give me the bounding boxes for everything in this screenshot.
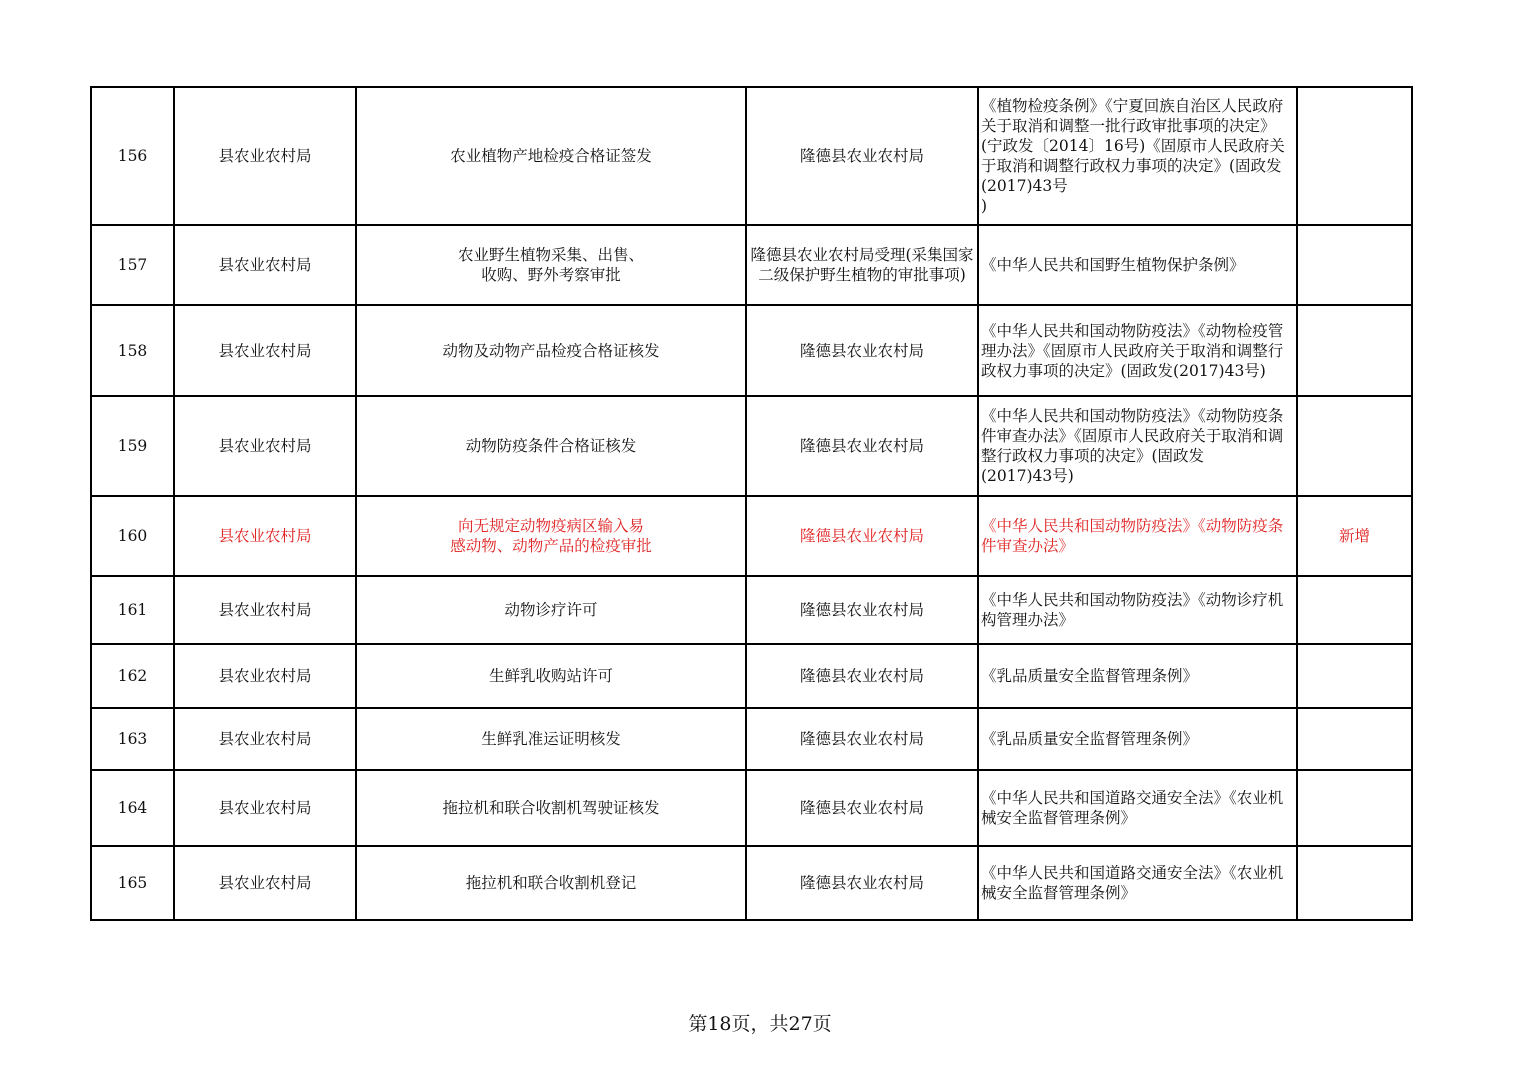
implementer-cell: 隆德县农业农村局 bbox=[746, 496, 978, 576]
implementer-cell: 隆德县农业农村局 bbox=[746, 770, 978, 846]
department-cell: 县农业农村局 bbox=[174, 496, 356, 576]
legal-basis-cell: 《乳品质量安全监督管理条例》 bbox=[978, 644, 1297, 708]
legal-basis-cell: 《中华人民共和国动物防疫法》《动物诊疗机构管理办法》 bbox=[978, 576, 1297, 644]
page-footer: 第18页，共27页 bbox=[688, 1013, 832, 1035]
row-number: 163 bbox=[91, 708, 174, 770]
legal-basis-cell: 《中华人民共和国动物防疫法》《动物检疫管理办法》《固原市人民政府关于取消和调整行政权力事项的决定》(固政发(2017)43号) bbox=[978, 305, 1297, 396]
row-number: 165 bbox=[91, 846, 174, 920]
legal-basis-cell: 《中华人民共和国道路交通安全法》《农业机械安全监督管理条例》 bbox=[978, 770, 1297, 846]
department-cell: 县农业农村局 bbox=[174, 708, 356, 770]
item-name-cell: 生鲜乳收购站许可 bbox=[356, 644, 746, 708]
note-cell bbox=[1297, 576, 1412, 644]
row-number: 161 bbox=[91, 576, 174, 644]
table-row bbox=[91, 87, 1412, 225]
row-number: 164 bbox=[91, 770, 174, 846]
legal-basis-cell: 《中华人民共和国动物防疫法》《动物防疫条件审查办法》 bbox=[978, 496, 1297, 576]
department-cell: 县农业农村局 bbox=[174, 225, 356, 305]
row-number: 160 bbox=[91, 496, 174, 576]
department-cell: 县农业农村局 bbox=[174, 576, 356, 644]
row-number: 162 bbox=[91, 644, 174, 708]
table-row bbox=[91, 770, 1412, 846]
legal-basis-cell: 《中华人民共和国动物防疫法》《动物防疫条件审查办法》《固原市人民政府关于取消和调整行政权力事项的决定》(固政发 (2017)43号) bbox=[978, 396, 1297, 496]
row-number: 158 bbox=[91, 305, 174, 396]
table-row bbox=[91, 225, 1412, 305]
note-cell bbox=[1297, 305, 1412, 396]
table-row bbox=[91, 396, 1412, 496]
item-name-cell: 向无规定动物疫病区输入易 感动物、动物产品的检疫审批 bbox=[356, 496, 746, 576]
note-cell bbox=[1297, 846, 1412, 920]
item-name-cell: 生鲜乳准运证明核发 bbox=[356, 708, 746, 770]
table-row-new bbox=[91, 496, 1412, 576]
note-cell bbox=[1297, 87, 1412, 225]
legal-basis-cell: 《中华人民共和国野生植物保护条例》 bbox=[978, 225, 1297, 305]
new-badge: 新增 bbox=[1297, 496, 1412, 576]
note-cell bbox=[1297, 770, 1412, 846]
department-cell: 县农业农村局 bbox=[174, 846, 356, 920]
implementer-cell: 隆德县农业农村局受理(采集国家二级保护野生植物的审批事项) bbox=[746, 225, 978, 305]
table-row bbox=[91, 708, 1412, 770]
implementer-cell: 隆德县农业农村局 bbox=[746, 576, 978, 644]
department-cell: 县农业农村局 bbox=[174, 770, 356, 846]
items-table bbox=[90, 86, 1413, 921]
implementer-cell: 隆德县农业农村局 bbox=[746, 396, 978, 496]
legal-basis-cell: 《植物检疫条例》《宁夏回族自治区人民政府关于取消和调整一批行政审批事项的决定》(宁政发〔2014〕16号)《固原市人民政府关于取消和调整行政权力事项的决定》(固政发(2017)43号 ) bbox=[978, 87, 1297, 225]
legal-basis-cell: 《乳品质量安全监督管理条例》 bbox=[978, 708, 1297, 770]
note-cell bbox=[1297, 396, 1412, 496]
note-cell bbox=[1297, 644, 1412, 708]
department-cell: 县农业农村局 bbox=[174, 396, 356, 496]
table-row bbox=[91, 576, 1412, 644]
item-name-cell: 农业野生植物采集、出售、 收购、野外考察审批 bbox=[356, 225, 746, 305]
department-cell: 县农业农村局 bbox=[174, 87, 356, 225]
item-name-cell: 动物诊疗许可 bbox=[356, 576, 746, 644]
table-row bbox=[91, 305, 1412, 396]
item-name-cell: 动物防疫条件合格证核发 bbox=[356, 396, 746, 496]
item-name-cell: 农业植物产地检疫合格证签发 bbox=[356, 87, 746, 225]
row-number: 159 bbox=[91, 396, 174, 496]
implementer-cell: 隆德县农业农村局 bbox=[746, 708, 978, 770]
implementer-cell: 隆德县农业农村局 bbox=[746, 846, 978, 920]
implementer-cell: 隆德县农业农村局 bbox=[746, 87, 978, 225]
note-cell bbox=[1297, 225, 1412, 305]
item-name-cell: 动物及动物产品检疫合格证核发 bbox=[356, 305, 746, 396]
item-name-cell: 拖拉机和联合收割机登记 bbox=[356, 846, 746, 920]
row-number: 157 bbox=[91, 225, 174, 305]
implementer-cell: 隆德县农业农村局 bbox=[746, 644, 978, 708]
table-row bbox=[91, 846, 1412, 920]
department-cell: 县农业农村局 bbox=[174, 305, 356, 396]
implementer-cell: 隆德县农业农村局 bbox=[746, 305, 978, 396]
row-number: 156 bbox=[91, 87, 174, 225]
item-name-cell: 拖拉机和联合收割机驾驶证核发 bbox=[356, 770, 746, 846]
legal-basis-cell: 《中华人民共和国道路交通安全法》《农业机械安全监督管理条例》 bbox=[978, 846, 1297, 920]
table-row bbox=[91, 644, 1412, 708]
department-cell: 县农业农村局 bbox=[174, 644, 356, 708]
note-cell bbox=[1297, 708, 1412, 770]
